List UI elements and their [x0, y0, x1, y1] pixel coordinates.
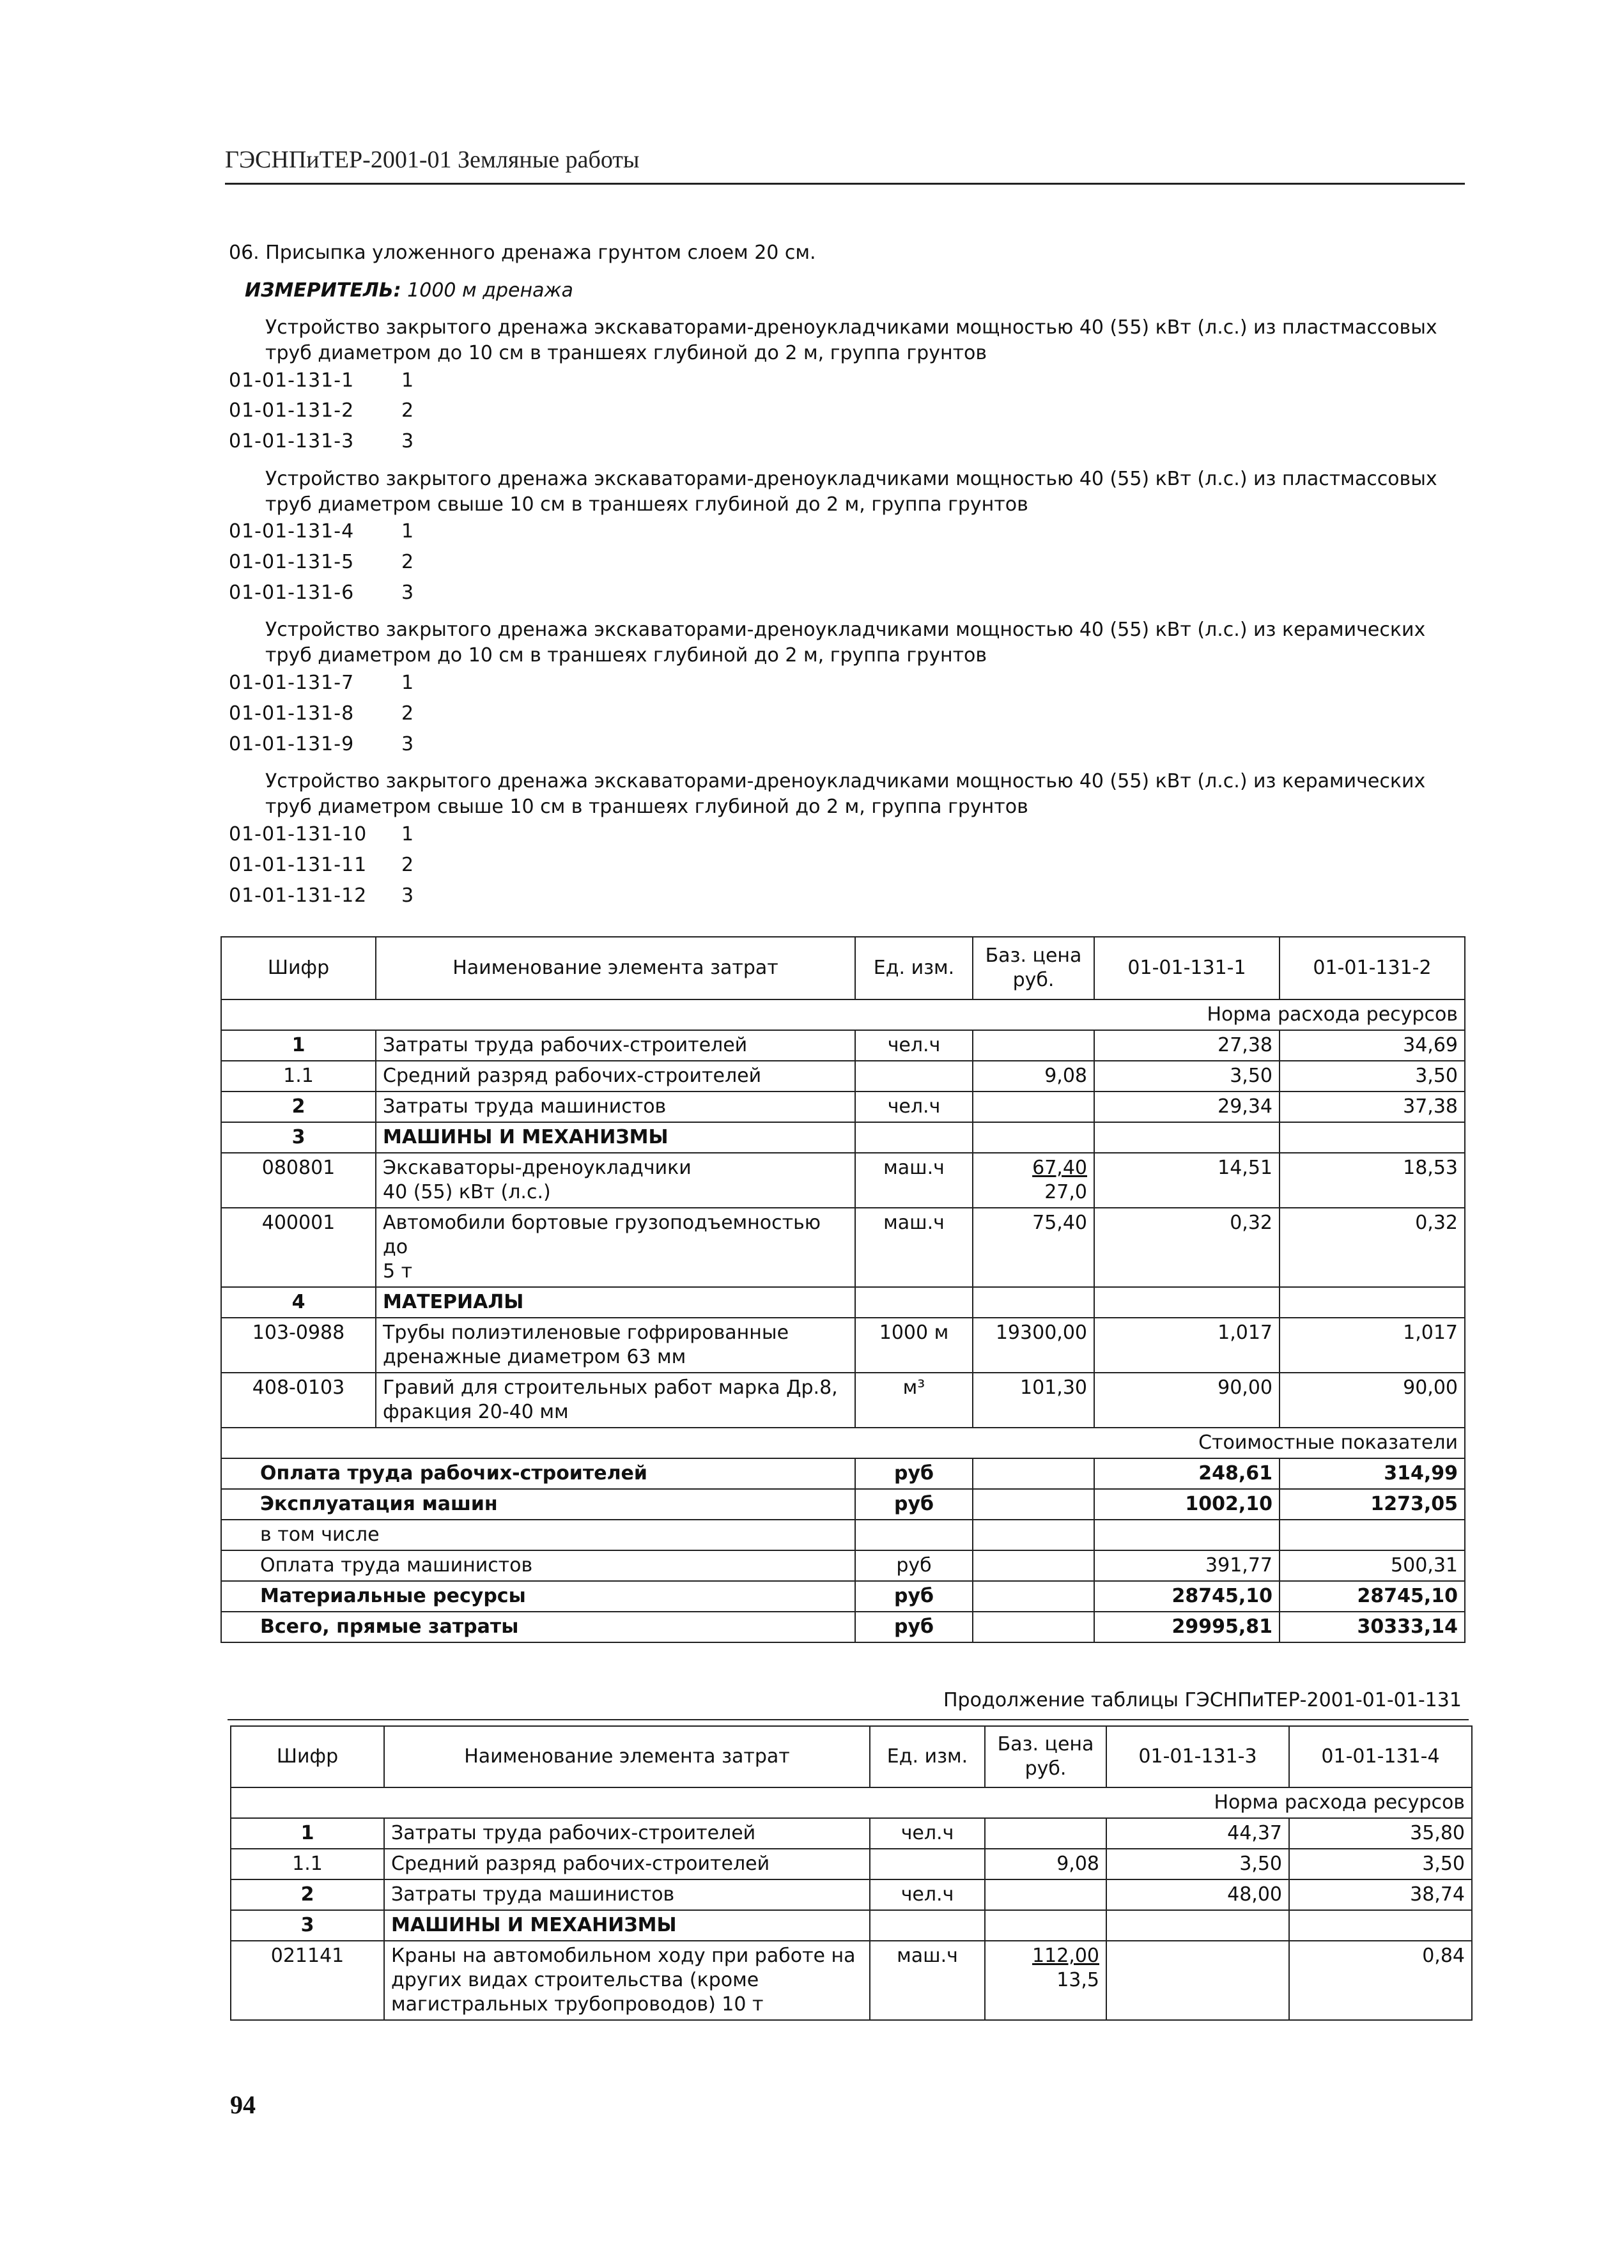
- group-description: Устройство закрытого дренажа экскаваторами-дреноукладчиками мощностью 40 (55) кВт (л.с.) из пластмассовых труб диаметром свыше 10 см в траншеях глубиной до 2 м, группа грунтов: [265, 468, 1437, 516]
- table-row: 2 Затраты труда машинистов чел.ч 29,34 37,38: [221, 1092, 1465, 1122]
- table-row: 1 Затраты труда рабочих-строителей чел.ч 27,38 34,69: [221, 1030, 1465, 1061]
- code-item: 01-01-131-9 3: [229, 733, 415, 755]
- header-rule: [225, 183, 1465, 185]
- code-item: 01-01-131-10 1: [229, 823, 415, 845]
- measure-value: 1000 м дренажа: [407, 279, 573, 302]
- group-description: Устройство закрытого дренажа экскаваторами-дреноукладчиками мощностью 40 (55) кВт (л.с.) из керамических труб диаметром свыше 10 см в траншеях глубиной до 2 м, группа грунтов: [265, 770, 1426, 818]
- table-row: 3 МАШИНЫ И МЕХАНИЗМЫ: [231, 1910, 1472, 1941]
- page-number: 94: [230, 2090, 256, 2119]
- code-item: 01-01-131-12 3: [229, 884, 415, 907]
- code-item: 01-01-131-5 2: [229, 551, 415, 573]
- cost-row: в том числе: [221, 1520, 1465, 1550]
- measure-label: ИЗМЕРИТЕЛЬ:: [245, 279, 401, 302]
- table-row: 103-0988 Трубы полиэтиленовые гофрированные дренажные диаметром 63 мм 1000 м 19300,00 1,017 1,017: [221, 1318, 1465, 1373]
- resource-norm-table: [220, 936, 1465, 1643]
- table-header-row: Шифр Наименование элемента затрат Ед. изм. Баз. цена руб. 01-01-131-3 01-01-131-4: [231, 1726, 1472, 1787]
- table-row: 021141 Краны на автомобильном ходу при работе на других видах строительства (кроме магистральных трубопроводов) 10 т маш.ч 112,00 13,5 0,84: [231, 1941, 1472, 2020]
- group-description: Устройство закрытого дренажа экскаваторами-дреноукладчиками мощностью 40 (55) кВт (л.с.) из пластмассовых труб диаметром до 10 см в траншеях глубиной до 2 м, группа грунтов: [265, 316, 1437, 364]
- code-item: 01-01-131-3 3: [229, 430, 415, 452]
- cost-row: Эксплуатация машин руб 1002,10 1273,05: [221, 1489, 1465, 1520]
- table-row: 3 МАШИНЫ И МЕХАНИЗМЫ: [221, 1122, 1465, 1153]
- table-row: 1.1 Средний разряд рабочих-строителей 9,08 3,50 3,50: [231, 1849, 1472, 1879]
- section-title: 06. Присыпка уложенного дренажа грунтом слоем 20 см.: [229, 242, 816, 264]
- cost-row: Материальные ресурсы руб 28745,10 28745,10: [221, 1581, 1465, 1612]
- table-row: 2 Затраты труда машинистов чел.ч 48,00 38,74: [231, 1879, 1472, 1910]
- cost-row: Оплата труда рабочих-строителей руб 248,61 314,99: [221, 1458, 1465, 1489]
- code-item: 01-01-131-2 2: [229, 399, 415, 422]
- code-item: 01-01-131-8 2: [229, 702, 415, 725]
- norm-label-row: Норма расхода ресурсов: [221, 999, 1465, 1030]
- table-row: 4 МАТЕРИАЛЫ: [221, 1287, 1465, 1318]
- measure-line: [245, 279, 573, 302]
- code-item: 01-01-131-6 3: [229, 582, 415, 604]
- norm-label-row: Норма расхода ресурсов: [231, 1787, 1472, 1818]
- table-row: 1 Затраты труда рабочих-строителей чел.ч 44,37 35,80: [231, 1818, 1472, 1849]
- table-row: 400001 Автомобили бортовые грузоподъемностью до 5 т маш.ч 75,40 0,32 0,32: [221, 1208, 1465, 1287]
- table-header-row: Шифр Наименование элемента затрат Ед. изм. Баз. цена руб. 01-01-131-1 01-01-131-2: [221, 937, 1465, 999]
- group-description: Устройство закрытого дренажа экскаваторами-дреноукладчиками мощностью 40 (55) кВт (л.с.) из керамических труб диаметром до 10 см в траншеях глубиной до 2 м, группа грунтов: [265, 619, 1426, 667]
- continuation-title: Продолжение таблицы ГЭСНПиТЕР-2001-01-01-131: [943, 1689, 1462, 1711]
- cost-label-row: Стоимостные показатели: [221, 1428, 1465, 1458]
- table-row: 408-0103 Гравий для строительных работ марка Др.8, фракция 20-40 мм м³ 101,30 90,00 90,00: [221, 1373, 1465, 1428]
- table-row: 1.1 Средний разряд рабочих-строителей 9,08 3,50 3,50: [221, 1061, 1465, 1092]
- continuation-rule: [228, 1719, 1469, 1720]
- code-item: 01-01-131-1 1: [229, 369, 415, 392]
- code-item: 01-01-131-7 1: [229, 672, 415, 694]
- cost-row: Оплата труда машинистов руб 391,77 500,31: [221, 1550, 1465, 1581]
- code-item: 01-01-131-11 2: [229, 854, 415, 876]
- code-item: 01-01-131-4 1: [229, 520, 415, 543]
- resource-norm-table-continued: [230, 1725, 1473, 2021]
- cost-row: Всего, прямые затраты руб 29995,81 30333,14: [221, 1612, 1465, 1642]
- running-header: ГЭСНПиТЕР-2001-01 Земляные работы: [225, 146, 640, 173]
- table-row: 080801 Экскаваторы-дреноукладчики 40 (55) кВт (л.с.) маш.ч 67,40 27,0 14,51 18,53: [221, 1153, 1465, 1208]
